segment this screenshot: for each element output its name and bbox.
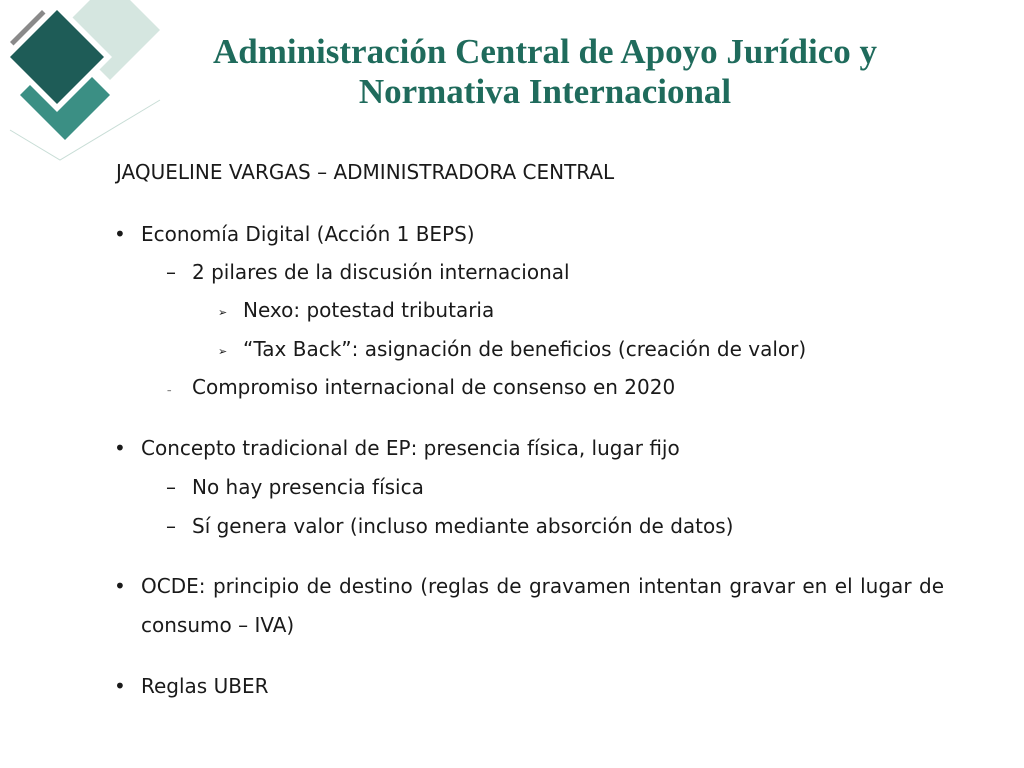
dash-marker: – [166,475,176,499]
bullet-2-sub-1-text: No hay presencia física [192,475,424,499]
bullet-1-subsub-1-text: Nexo: potestad tributaria [243,298,495,322]
arrow-marker: ➢ [218,306,228,319]
bullet-marker: • [114,574,126,598]
dash-marker: – [166,514,176,538]
presenter-subtitle: JAQUELINE VARGAS – ADMINISTRADORA CENTRAL [116,160,615,184]
arrow-marker: ➢ [218,345,228,358]
bullet-marker: • [114,436,126,460]
title-line-2: Normativa Internacional [358,72,732,111]
dash-marker: – [166,260,176,284]
bullet-1-subsub-2-text: “Tax Back”: asignación de beneficios (creación de valor) [243,337,807,361]
bullet-1-sub-2-text: Compromiso internacional de consenso en 2020 [192,375,676,399]
bullet-3-text: OCDE: principio de destino (reglas de gravamen intentan gravar en el lugar de consumo – IVA) [141,574,944,637]
bullet-2-sub-2-text: Sí genera valor (incluso mediante absorción de datos) [192,514,734,538]
bullet-marker: • [114,222,126,246]
title-line-1: Administración Central de Apoyo Jurídico y [212,32,878,71]
bullet-1-sub-1-text: 2 pilares de la discusión internacional [192,260,570,284]
bullet-4-text: Reglas UBER [141,674,269,698]
bullet-1-text: Economía Digital (Acción 1 BEPS) [141,222,475,246]
dash-marker-small: – [167,386,172,396]
slide-title [120,32,970,112]
bullet-marker: • [114,674,126,698]
bullet-2-text: Concepto tradicional de EP: presencia física, lugar fijo [141,436,680,460]
